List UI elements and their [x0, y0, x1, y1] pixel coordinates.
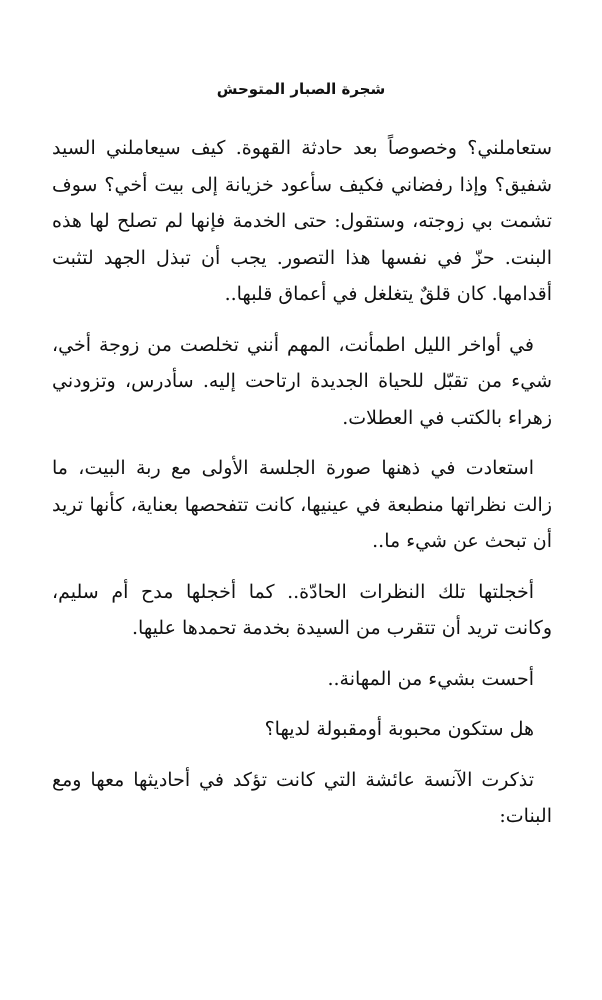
paragraph-4: أخجلتها تلك النظرات الحادّة.. كما أخجلها مدح أم سليم، وكانت تريد أن تتقرب من السيدة بخدمة تحمدها عليها. — [52, 580, 552, 639]
paragraph-7: تذكرت الآنسة عائشة التي كانت تؤكد في أحاديثها معها ومع البنات: — [52, 768, 552, 827]
paragraph-6: هل ستكون محبوبة أومقبولة لديها؟ — [264, 718, 534, 740]
paragraph-1: ستعاملني؟ وخصوصاً بعد حادثة القهوة. كيف سيعاملني السيد شفيق؟ وإذا رفضاني فكيف سأعود خزيانة إلى بيت أخي؟ سوف تشمت بي زوجته، وستقول: حتى الخدمة فإنها لم تصلح لها هذه البنت. حزّ في نفسها هذا التصور. يجب أن تبذل الجهد لتثبت أقدامها. كان قلقٌ يتغلغل في أعماق قلبها.. — [52, 137, 552, 305]
paragraph-2: في أواخر الليل اطمأنت، المهم أنني تخلصت من زوجة أخي، شيء من تقبّل للحياة الجديدة ارتاحت إليه. سأدرس، وتزودني زهراء بالكتب في العطلات. — [52, 333, 552, 429]
running-head-title: شجرة الصبار المتوحش — [216, 80, 386, 98]
paragraph-5: أحست بشيء من المهانة.. — [327, 667, 534, 690]
paragraph-3: استعادت في ذهنها صورة الجلسة الأولى مع ربة البيت، ما زالت نظراتها منطبعة في عينيها، كانت تتفحصها بعناية، كأنها تريد أن تبحث عن شيء ما.. — [52, 457, 552, 552]
body-text — [52, 130, 552, 849]
